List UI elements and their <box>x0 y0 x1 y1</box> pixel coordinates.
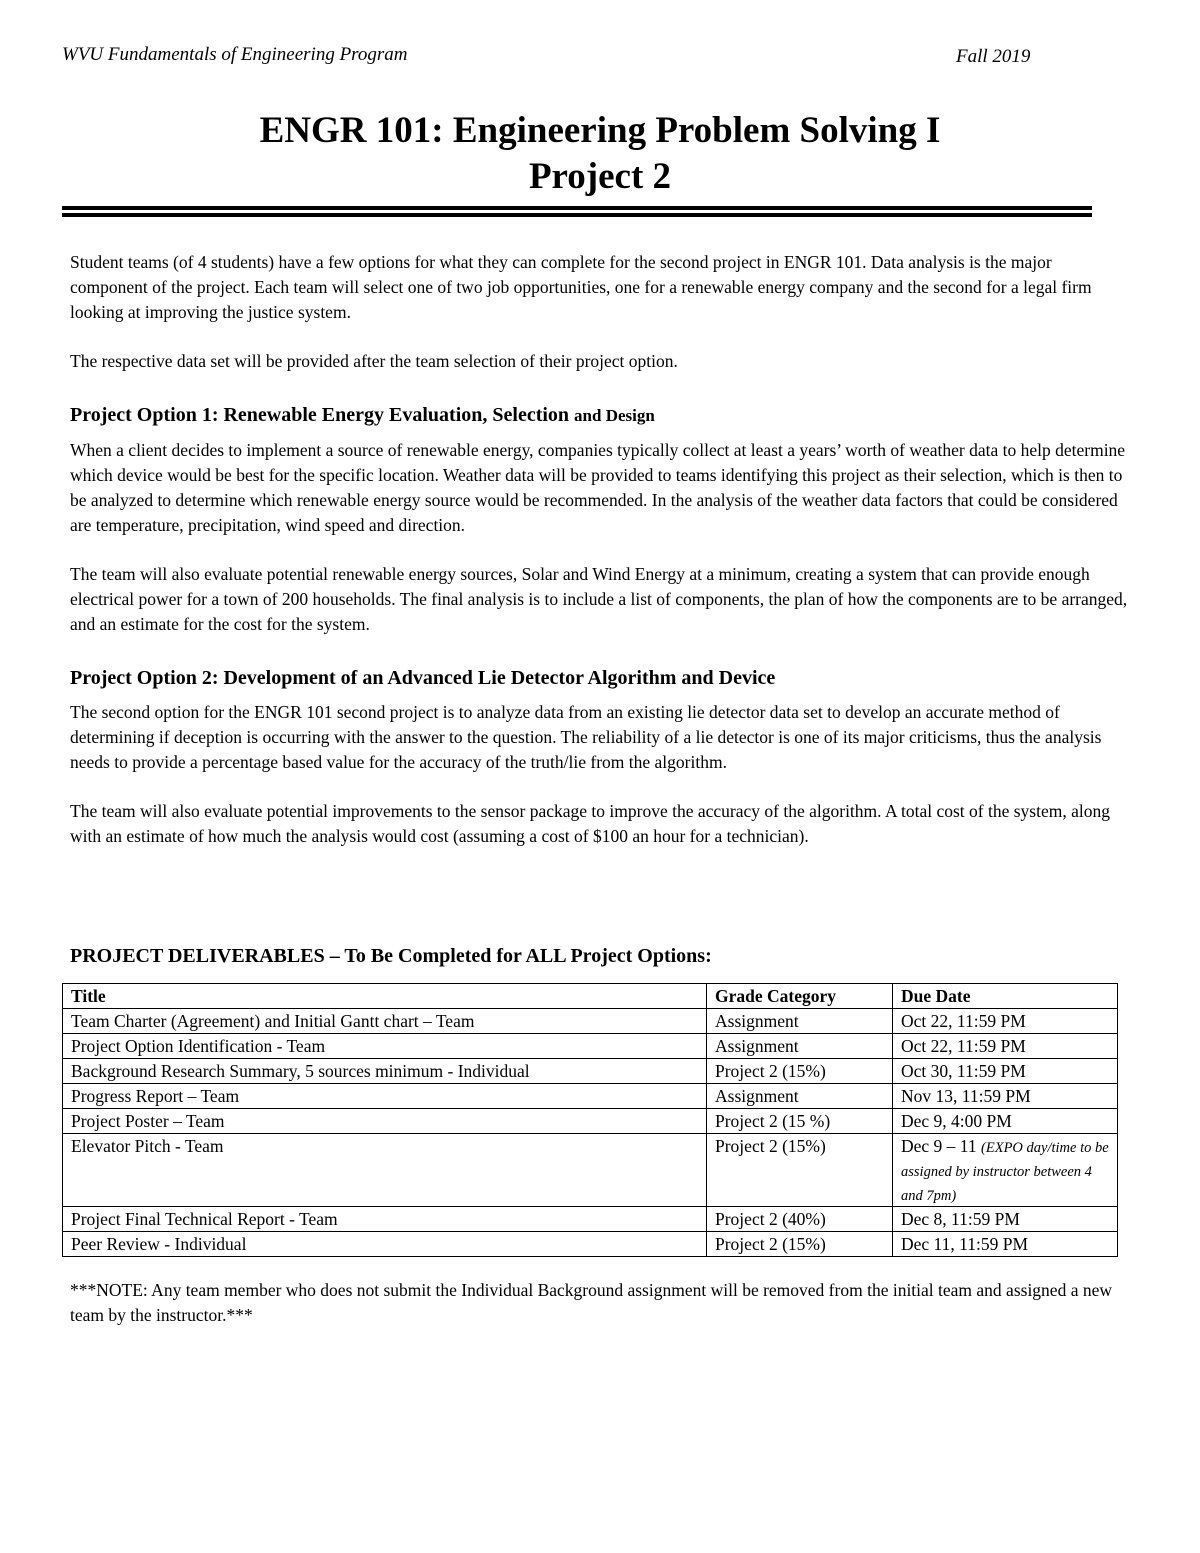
cell-due: Oct 22, 11:59 PM <box>893 1009 1118 1034</box>
table-row <box>63 1009 1118 1034</box>
cell-title: Team Charter (Agreement) and Initial Gantt chart – Team <box>63 1009 707 1034</box>
cell-category: Project 2 (40%) <box>707 1207 893 1232</box>
cell-category: Assignment <box>707 1009 893 1034</box>
table-header-row <box>63 984 1118 1009</box>
cell-due-text: Dec 9 – 11 <box>901 1136 977 1156</box>
column-header-grade-category: Grade Category <box>707 984 893 1009</box>
title-rule-thin <box>62 213 1092 217</box>
table-row <box>63 1134 1118 1207</box>
table-row <box>63 1232 1118 1257</box>
cell-due: Dec 9, 4:00 PM <box>893 1109 1118 1134</box>
table-row <box>63 1084 1118 1109</box>
cell-category: Project 2 (15%) <box>707 1232 893 1257</box>
option1-heading <box>70 401 1130 430</box>
cell-title: Project Option Identification - Team <box>63 1034 707 1059</box>
deliverables-note: ***NOTE: Any team member who does not submit the Individual Background assignment will be removed from the initial team and assigned a new team by the instructor.*** <box>70 1280 1113 1325</box>
cell-due: Dec 11, 11:59 PM <box>893 1232 1118 1257</box>
option2-paragraph-1: The second option for the ENGR 101 second project is to analyze data from an existing lie detector data set to develop an accurate method of determining if deception is occurring with the answer to the question. The reliability of a lie detector is one of its major criticisms, thus the analysis needs to provide a percentage based value for the accuracy of the truth/lie from the algorithm. <box>70 702 1102 772</box>
intro-paragraph-1: Student teams (of 4 students) have a few options for what they can complete for the second project in ENGR 101. Data analysis is the major component of the project. Each team will select one of two job opportunities, one for a renewable energy company and the second for a legal firm looking at improving the justice system. <box>70 252 1092 322</box>
document-title <box>0 108 1200 200</box>
option1-paragraph-2: The team will also evaluate potential renewable energy sources, Solar and Wind Energy at a minimum, creating a system that can provide enough electrical power for a town of 200 households. The final analysis is to include a list of components, the plan of how the components are to be arranged, and an estimate for the cost for the system. <box>70 564 1128 634</box>
cell-title: Project Final Technical Report - Team <box>63 1207 707 1232</box>
cell-due <box>893 1134 1118 1207</box>
cell-due: Nov 13, 11:59 PM <box>893 1084 1118 1109</box>
cell-category: Assignment <box>707 1084 893 1109</box>
cell-category: Project 2 (15%) <box>707 1134 893 1207</box>
title-course: ENGR 101: Engineering Problem Solving I <box>259 110 941 151</box>
deliverables-table <box>62 983 1118 1257</box>
cell-title: Progress Report – Team <box>63 1084 707 1109</box>
option1-heading-text: Project Option 1: Renewable Energy Evaluation, Selection <box>70 404 570 426</box>
deliverables-heading: PROJECT DELIVERABLES – To Be Completed for ALL Project Options: <box>70 945 712 967</box>
intro-paragraph-2: The respective data set will be provided after the team selection of their project option. <box>70 351 678 371</box>
option2-heading: Project Option 2: Development of an Advanced Lie Detector Algorithm and Device <box>70 667 776 689</box>
title-rule-thick <box>62 206 1092 210</box>
table-row <box>63 1207 1118 1232</box>
cell-title: Project Poster – Team <box>63 1109 707 1134</box>
title-project: Project 2 <box>528 156 672 197</box>
cell-category: Assignment <box>707 1034 893 1059</box>
cell-category: Project 2 (15%) <box>707 1059 893 1084</box>
header-term: Fall 2019 <box>956 46 1031 67</box>
option1-paragraph-1: When a client decides to implement a source of renewable energy, companies typically collect at least a years’ worth of weather data to help determine which device would be best for the specific location. Weather data will be provided to teams identifying this project as their selection, which is then to be analyzed to determine which renewable energy source would be recommended. In the analysis of the weather data factors that could be considered are temperature, precipitation, wind speed and direction. <box>70 440 1126 535</box>
table-row <box>63 1034 1118 1059</box>
cell-title: Elevator Pitch - Team <box>63 1134 707 1207</box>
cell-category: Project 2 (15 %) <box>707 1109 893 1134</box>
cell-due-note: (EXPO day/time to be assigned by instructor between 4 and 7pm) <box>901 1140 1109 1204</box>
cell-title: Peer Review - Individual <box>63 1232 707 1257</box>
table-row <box>63 1059 1118 1084</box>
cell-due: Dec 8, 11:59 PM <box>893 1207 1118 1232</box>
option2-paragraph-2: The team will also evaluate potential improvements to the sensor package to improve the accuracy of the algorithm. A total cost of the system, along with an estimate of how much the analysis would cost (assuming a cost of $100 an hour for a technician). <box>70 801 1110 846</box>
table-row <box>63 1109 1118 1134</box>
cell-due: Oct 30, 11:59 PM <box>893 1059 1118 1084</box>
column-header-due-date: Due Date <box>893 984 1118 1009</box>
column-header-title: Title <box>63 984 707 1009</box>
cell-title: Background Research Summary, 5 sources minimum - Individual <box>63 1059 707 1084</box>
option1-heading-small: and Design <box>574 406 655 425</box>
header-program: WVU Fundamentals of Engineering Program <box>62 44 408 65</box>
document-body <box>70 250 1130 849</box>
cell-due: Oct 22, 11:59 PM <box>893 1034 1118 1059</box>
